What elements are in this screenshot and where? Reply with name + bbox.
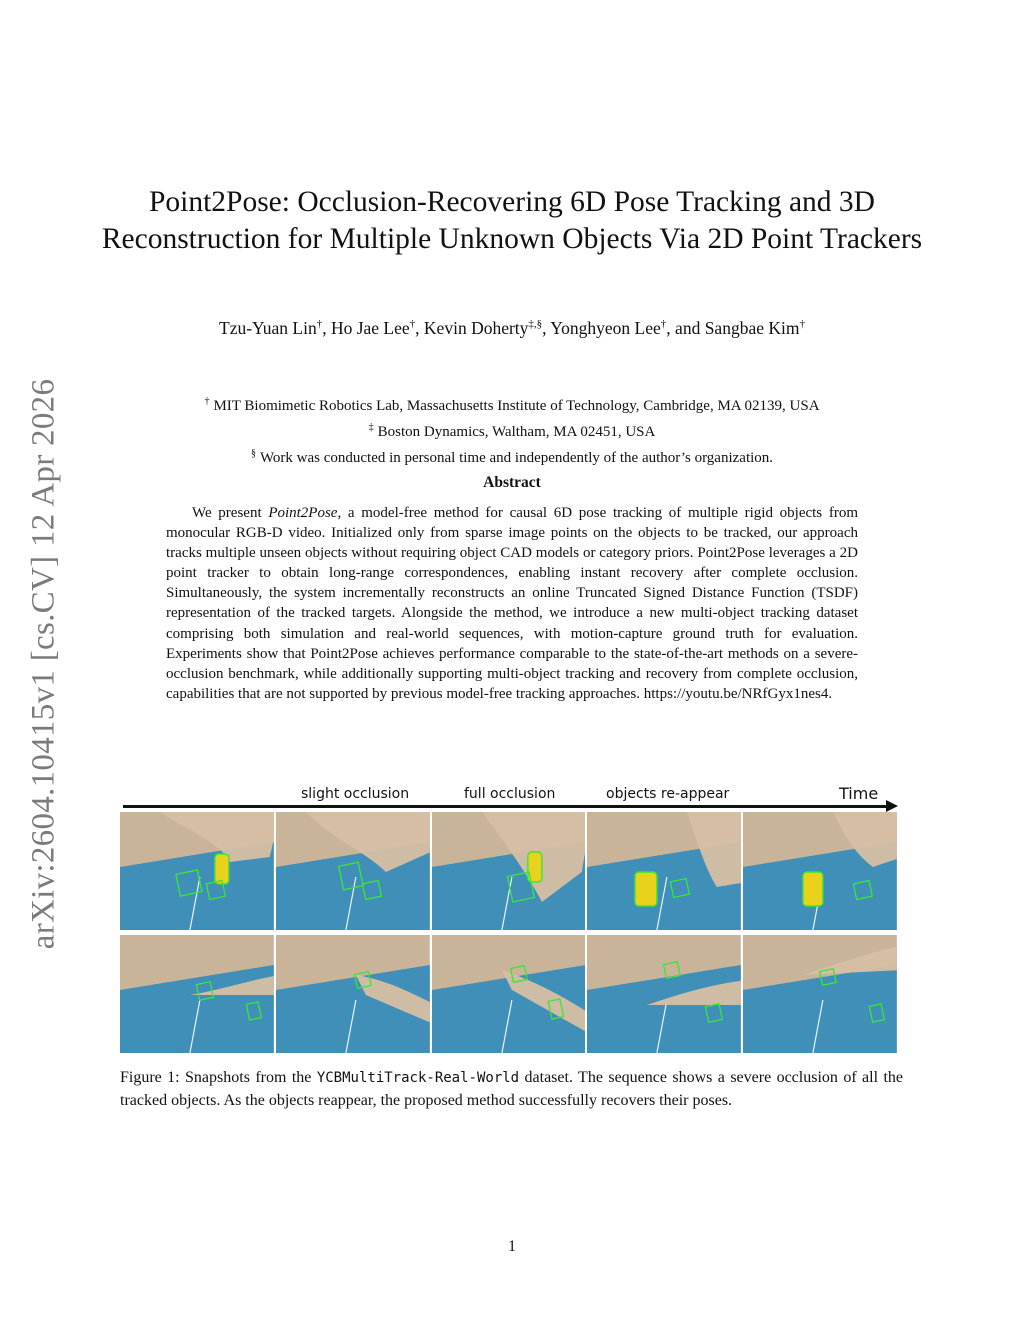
affiliation-mark: † (204, 396, 210, 407)
author-list (100, 318, 924, 339)
snapshot-image (276, 812, 430, 930)
author-separator: , (415, 318, 424, 338)
page-number: 1 (508, 1238, 516, 1255)
bottom-row-snapshot (120, 935, 274, 1053)
author-mark: † (316, 318, 323, 331)
abstract-text: , a model-free method for causal 6D pose tracking of multiple rigid objects from monocular RGB-D video. Initialized only from sparse image points on the objects to be tracked, our approach tracks multiple unseen objects without requiring object CAD models or category priors. Point2Pose leverages a 2D point tracker to obtain long-range correspondences, enabling instant recovery after complete occlusion. Simultaneously, the system incrementally reconstructs an online Truncated Signed Distance Function (TSDF) representation of the tracked targets. Alongside the method, we introduce a new multi-object tracking dataset comprising both simulation and real-world sequences, with motion-capture ground truth for evaluation. Experiments show that Point2Pose achieves performance comparable to the state-of-the-art methods on a severe-occlusion benchmark, while additionally supporting multi-object tracking and recovery from complete occlusion, capabilities that are not supported by previous model-free tracking approaches. https://youtu.be/NRfGyx1nes4. (166, 505, 858, 702)
timeline-arrow-head-icon (886, 800, 898, 812)
figure-1 (120, 784, 900, 1056)
affiliation-mark: ‡ (368, 422, 374, 433)
author: Yonghyeon Lee (550, 318, 661, 338)
top-row-snapshot (120, 812, 274, 930)
author-mark: ‡,§ (528, 318, 543, 331)
bottom-row-snapshot (432, 935, 586, 1053)
affiliation-text: Boston Dynamics, Waltham, MA 02451, USA (377, 424, 656, 440)
method-name: Point2Pose (268, 505, 338, 521)
dataset-name: YCBMultiTrack-Real-World (316, 1070, 520, 1086)
author: Ho Jae Lee (330, 318, 410, 338)
affiliation-line (100, 417, 924, 443)
snapshot-image (743, 935, 897, 1053)
snapshot-image (743, 812, 897, 930)
author-mark: † (409, 318, 416, 331)
affiliations (100, 391, 924, 469)
abstract-lead: We present (192, 505, 269, 521)
snapshot-image (432, 935, 586, 1053)
author: Sangbae Kim (704, 318, 800, 338)
affiliation-line (100, 443, 924, 469)
timeline-arrow-line (123, 805, 889, 808)
top-row-snapshot (587, 812, 741, 930)
snapshot-image (587, 812, 741, 930)
author: Kevin Doherty (423, 318, 529, 338)
timeline (120, 784, 900, 810)
bottom-row-snapshot (587, 935, 741, 1053)
bottom-row-snapshot (276, 935, 430, 1053)
author-mark: † (660, 318, 667, 331)
snapshot-image (587, 935, 741, 1053)
author: Tzu-Yuan Lin (219, 318, 317, 338)
snapshot-row-top (120, 812, 897, 930)
abstract-body (166, 503, 858, 704)
timeline-label-full-occlusion: full occlusion (464, 786, 556, 802)
figure-caption (120, 1067, 903, 1112)
snapshot-row-bottom (120, 935, 897, 1053)
author-mark: † (799, 318, 805, 331)
abstract-heading: Abstract (483, 474, 541, 491)
bottom-row-snapshot (743, 935, 897, 1053)
arxiv-sidebar-id (16, 372, 72, 956)
snapshot-image (120, 935, 274, 1053)
top-row-snapshot (743, 812, 897, 930)
top-row-snapshot (432, 812, 586, 930)
caption-prefix: Figure 1: Snapshots from the (120, 1069, 317, 1086)
author-separator: , (542, 318, 551, 338)
author-separator: , (322, 318, 331, 338)
affiliation-line (100, 391, 924, 417)
arxiv-identifier: arXiv:2604.10415v1 [cs.CV] 12 Apr 2026 (25, 378, 62, 950)
timeline-label-objects-reappear: objects re-appear (606, 786, 730, 802)
timeline-label-slight-occlusion: slight occlusion (301, 786, 410, 802)
author-separator: , and (666, 318, 705, 338)
paper-title: Point2Pose: Occlusion-Recovering 6D Pose Tracking and 3D Reconstruction for Multiple Unknown Objects Via 2D Point Trackers (101, 186, 923, 255)
top-row-snapshot (276, 812, 430, 930)
snapshot-image (276, 935, 430, 1053)
affiliation-mark: § (250, 448, 256, 459)
affiliation-text: MIT Biomimetic Robotics Lab, Massachusetts Institute of Technology, Cambridge, MA 02139, USA (213, 398, 820, 414)
snapshot-image (120, 812, 274, 930)
affiliation-text: Work was conducted in personal time and independently of the author’s organization. (259, 450, 774, 466)
caption-suffix: dataset. The sequence shows a severe occlusion of all the tracked objects. As the objects reappear, the proposed method successfully recovers their poses. (120, 1069, 904, 1109)
snapshot-image (432, 812, 586, 930)
timeline-label-time: Time (839, 784, 879, 803)
